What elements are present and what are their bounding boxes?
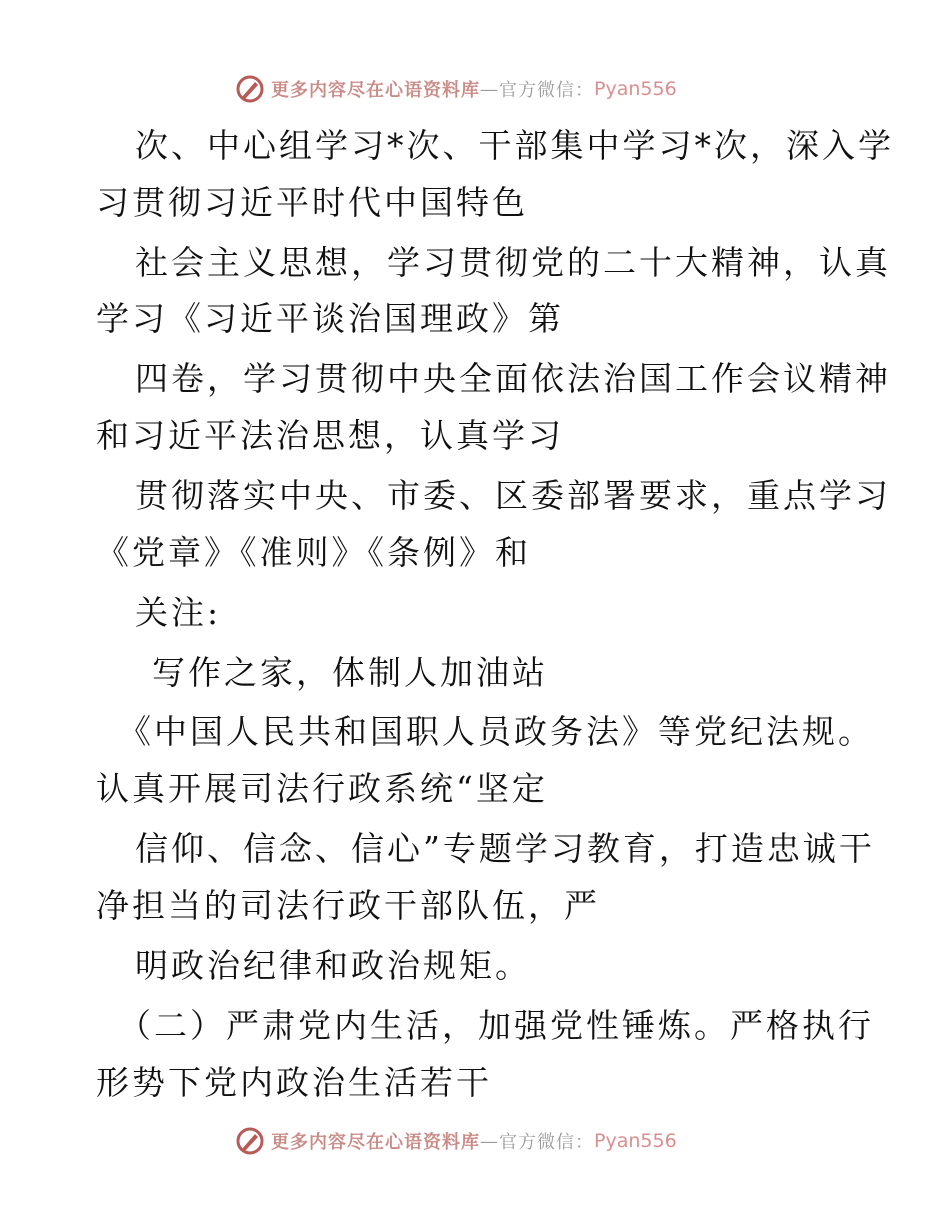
watermark-wechat-label: 官方微信：	[499, 1132, 594, 1153]
watermark-brand: 更多内容尽在心语资料库	[271, 1132, 480, 1153]
watermark-dash: —	[480, 78, 499, 100]
watermark-footer	[235, 1124, 755, 1158]
watermark-brand: 更多内容尽在心语资料库	[271, 80, 480, 101]
body-line: 明政治纪律和政治规矩。	[135, 946, 531, 985]
body-line: （二）严肃党内生活，加强党性锤炼。严格执行	[118, 1006, 874, 1045]
watermark-dash: —	[480, 1130, 499, 1152]
pen-logo-icon	[235, 1126, 265, 1156]
body-line: 关注:	[135, 593, 222, 632]
body-line: 形势下党内政治生活若干	[96, 1063, 492, 1102]
watermark-wechat-label: 官方微信：	[499, 80, 594, 101]
body-line: 净担当的司法行政干部队伍，严	[96, 886, 600, 925]
watermark-wechat-id: Pyan556	[594, 1130, 677, 1152]
body-line: 学习《习近平谈治国理政》第	[96, 299, 564, 338]
body-line: 写作之家，体制人加油站	[152, 653, 548, 692]
body-line: 次、中心组学习*次、干部集中学习*次，深入学	[135, 126, 894, 165]
body-line: 社会主义思想，学习贯彻党的二十大精神，认真	[135, 243, 891, 282]
body-line: 认真开展司法行政系统“坚定	[96, 769, 548, 808]
body-line: 《中国人民共和国职人员政务法》等党纪法规。	[118, 712, 874, 751]
body-line: 习贯彻习近平时代中国特色	[96, 183, 528, 222]
watermark-header	[235, 72, 755, 106]
body-line: 四卷，学习贯彻中央全面依法治国工作会议精神	[135, 359, 891, 398]
pen-logo-icon	[235, 74, 265, 104]
body-line: 和习近平法治思想，认真学习	[96, 416, 564, 455]
body-line: 信仰、信念、信心”专题学习教育，打造忠诚干	[135, 829, 875, 868]
watermark-wechat-id: Pyan556	[594, 78, 677, 100]
body-line: 贯彻落实中央、市委、区委部署要求，重点学习	[135, 476, 891, 515]
body-line: 《党章》《准则》《条例》和	[96, 533, 531, 572]
